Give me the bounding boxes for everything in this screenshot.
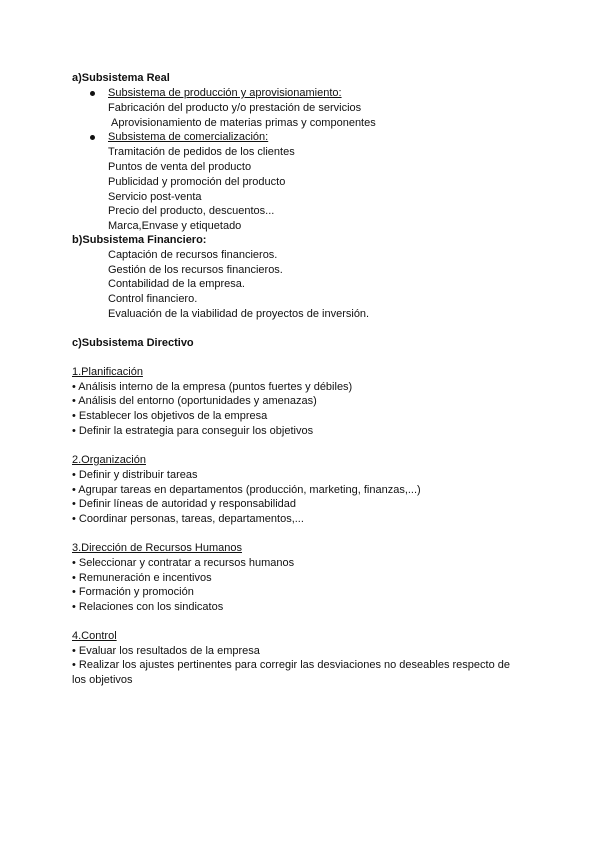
list-item: Captación de recursos financieros. xyxy=(108,249,278,261)
bullet-dot xyxy=(90,135,95,140)
list-item: • Análisis del entorno (oportunidades y amenazas) xyxy=(72,395,317,407)
list-item: • Establecer los objetivos de la empresa xyxy=(72,410,268,422)
list-item: • Seleccionar y contratar a recursos humanos xyxy=(72,557,295,569)
list-item: Puntos de venta del producto xyxy=(108,161,252,173)
list-item: Marca,Envase y etiquetado xyxy=(108,220,242,232)
list-item: • Remuneración e incentivos xyxy=(72,572,212,584)
planificacion-title: 1.Planificación xyxy=(72,366,143,378)
list-item: • Análisis interno de la empresa (puntos fuertes y débiles) xyxy=(72,381,353,393)
list-item: Contabilidad de la empresa. xyxy=(108,278,245,290)
list-item: Control financiero. xyxy=(108,293,198,305)
control-title: 4.Control xyxy=(72,630,117,642)
list-item: Publicidad y promoción del producto xyxy=(108,176,286,188)
list-item: • Coordinar personas, tareas, departamentos,... xyxy=(72,513,304,525)
list-item: • Definir y distribuir tareas xyxy=(72,469,198,481)
list-item: Servicio post-venta xyxy=(108,191,202,203)
section-b-heading: b)Subsistema Financiero: xyxy=(72,234,207,246)
commercial-subsystem-title: Subsistema de comercialización: xyxy=(108,131,269,143)
list-item: Precio del producto, descuentos... xyxy=(108,205,275,217)
section-a-heading: a)Subsistema Real xyxy=(72,72,170,84)
rrhh-title: 3.Dirección de Recursos Humanos xyxy=(72,542,242,554)
production-subsystem-title: Subsistema de producción y aprovisionamiento: xyxy=(108,87,342,99)
list-item: • Definir líneas de autoridad y responsabilidad xyxy=(72,498,296,510)
list-item: Fabricación del producto y/o prestación de servicios xyxy=(108,102,362,114)
list-item: • Relaciones con los sindicatos xyxy=(72,601,224,613)
list-item: Gestión de los recursos financieros. xyxy=(108,264,283,276)
list-item: • Definir la estrategia para conseguir los objetivos xyxy=(72,425,314,437)
bullet-dot xyxy=(90,91,95,96)
list-item: Aprovisionamiento de materias primas y componentes xyxy=(111,117,376,129)
list-item: • Formación y promoción xyxy=(72,586,194,598)
list-item: • Agrupar tareas en departamentos (producción, marketing, finanzas,...) xyxy=(72,484,421,496)
list-item: • Evaluar los resultados de la empresa xyxy=(72,645,260,657)
list-item: Tramitación de pedidos de los clientes xyxy=(108,146,295,158)
list-item: Evaluación de la viabilidad de proyectos de inversión. xyxy=(108,308,370,320)
list-item: • Realizar los ajustes pertinentes para corregir las desviaciones no deseables respecto de los objetivos xyxy=(72,659,510,686)
organizacion-title: 2.Organización xyxy=(72,454,146,466)
section-c-heading: c)Subsistema Directivo xyxy=(72,337,194,349)
